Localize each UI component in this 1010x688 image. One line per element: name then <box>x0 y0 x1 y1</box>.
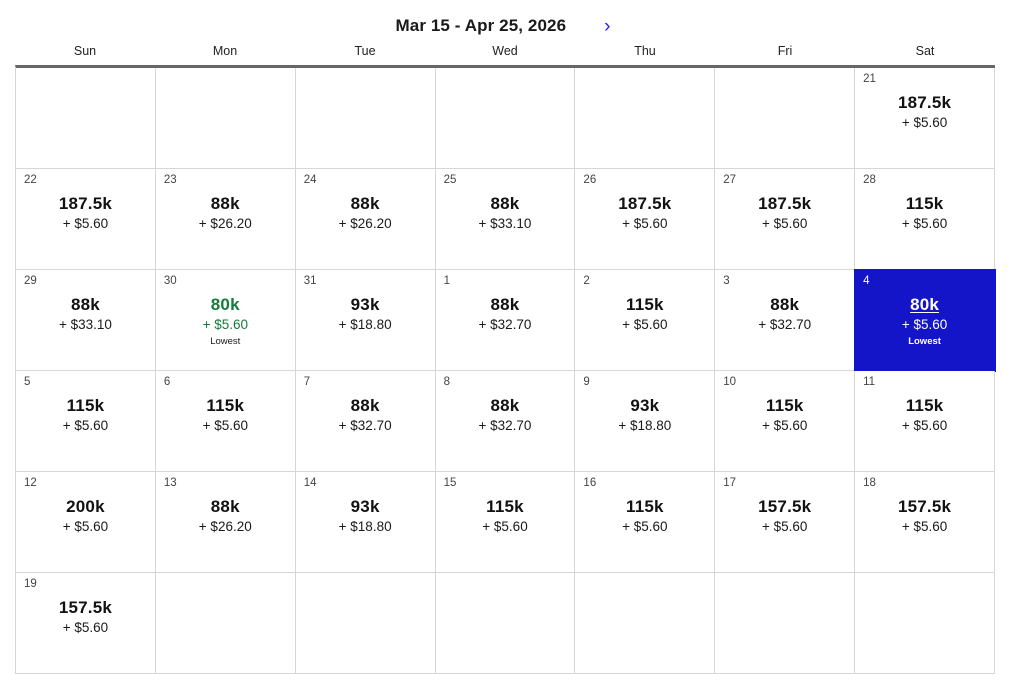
calendar-day-cell[interactable] <box>156 270 296 371</box>
fare-price: 93k <box>350 496 380 516</box>
calendar-cell-empty <box>296 68 436 169</box>
day-number: 12 <box>24 477 37 489</box>
calendar-cell-empty <box>855 573 995 674</box>
fare-info <box>444 395 567 437</box>
day-number: 15 <box>443 477 457 489</box>
day-number: 30 <box>163 275 177 287</box>
lowest-fare-badge: Lowest <box>908 336 941 348</box>
fare-info <box>444 496 567 538</box>
fare-fee: + $18.80 <box>338 316 392 332</box>
fare-price: 157.5k <box>58 597 113 617</box>
fare-fee: + $32.70 <box>478 316 532 332</box>
calendar-day-cell[interactable] <box>855 270 995 371</box>
weekday-wed: Wed <box>492 44 518 58</box>
fare-fee: + $26.20 <box>198 215 252 231</box>
fare-info <box>24 193 147 235</box>
fare-price: 88k <box>350 193 380 213</box>
fare-price: 157.5k <box>758 496 812 516</box>
fare-fee: + $5.60 <box>482 518 528 534</box>
day-number: 26 <box>583 174 597 186</box>
fare-price: 115k <box>905 193 944 213</box>
fare-fee: + $18.80 <box>338 518 392 534</box>
fare-info <box>583 294 706 336</box>
calendar-day-cell[interactable] <box>436 169 576 270</box>
day-number: 29 <box>24 275 37 287</box>
fare-price: 115k <box>765 395 804 415</box>
fare-fee: + $33.10 <box>478 215 532 231</box>
calendar-day-cell[interactable] <box>156 472 296 573</box>
fare-info <box>164 395 287 437</box>
fare-price: 88k <box>490 395 520 415</box>
fare-price: 88k <box>210 496 240 516</box>
calendar-day-cell[interactable] <box>715 371 855 472</box>
lowest-fare-badge: Lowest <box>210 336 241 348</box>
fare-info <box>863 496 986 538</box>
calendar-cell-empty <box>575 573 715 674</box>
calendar-day-cell[interactable] <box>16 371 156 472</box>
fare-fee: + $18.80 <box>618 417 672 433</box>
fare-info <box>24 496 147 538</box>
fare-info <box>304 294 427 336</box>
fare-price: 115k <box>486 496 524 516</box>
fare-fee: + $5.60 <box>202 417 248 433</box>
fare-info <box>583 395 706 437</box>
day-number: 7 <box>303 376 311 388</box>
fare-fee: + $5.60 <box>762 215 808 231</box>
fare-price: 93k <box>350 294 380 314</box>
fare-info <box>24 294 147 336</box>
weekday-mon: Mon <box>212 44 238 58</box>
fare-price: 115k <box>626 496 664 516</box>
calendar-day-cell[interactable] <box>16 270 156 371</box>
fare-info <box>863 395 986 437</box>
fare-info <box>304 193 427 235</box>
fare-fee: + $5.60 <box>622 215 668 231</box>
day-number: 16 <box>583 477 597 489</box>
calendar-day-cell[interactable] <box>575 270 715 371</box>
fare-fee: + $5.60 <box>762 518 808 534</box>
weekday-tue: Tue <box>354 44 376 58</box>
fare-info <box>304 496 427 538</box>
calendar-day-cell[interactable] <box>575 472 715 573</box>
fare-price: 187.5k <box>58 193 113 213</box>
calendar-cell-empty <box>156 68 296 169</box>
fare-price: 200k <box>66 496 105 516</box>
fare-price: 115k <box>626 294 664 314</box>
fare-fee: + $5.60 <box>62 619 109 635</box>
day-number: 6 <box>163 376 171 388</box>
day-number: 14 <box>303 477 317 489</box>
day-number: 5 <box>24 376 31 388</box>
fare-price: 80k <box>210 294 240 314</box>
fare-info <box>444 193 567 235</box>
fare-price: 115k <box>905 395 944 415</box>
fare-info <box>24 597 147 639</box>
fare-fee: + $5.60 <box>202 316 248 332</box>
calendar-day-cell[interactable] <box>855 68 995 169</box>
weekday-header-row <box>15 44 995 65</box>
fare-info <box>164 193 287 235</box>
day-number: 31 <box>303 275 317 287</box>
day-number: 23 <box>163 174 177 186</box>
fare-price: 88k <box>70 294 100 314</box>
fare-price: 88k <box>350 395 380 415</box>
fare-fee: + $26.20 <box>198 518 252 534</box>
day-number: 24 <box>303 174 317 186</box>
calendar-cell-empty <box>436 573 576 674</box>
fare-price: 88k <box>770 294 800 314</box>
fare-fee: + $5.60 <box>901 518 948 534</box>
calendar-header <box>0 0 1010 44</box>
calendar-day-cell[interactable] <box>436 472 576 573</box>
day-number: 22 <box>24 174 37 186</box>
calendar-cell-empty <box>715 573 855 674</box>
calendar-day-cell[interactable] <box>296 270 436 371</box>
day-number: 19 <box>24 578 37 590</box>
calendar-day-cell[interactable] <box>715 270 855 371</box>
day-number: 8 <box>443 376 450 388</box>
weekday-sun: Sun <box>73 44 97 58</box>
fare-info <box>723 193 846 235</box>
calendar-day-cell[interactable] <box>575 169 715 270</box>
calendar-day-cell[interactable] <box>715 169 855 270</box>
fare-fee: + $5.60 <box>901 215 948 231</box>
fare-price: 80k <box>910 294 940 314</box>
day-number: 21 <box>863 73 876 85</box>
fare-fee: + $5.60 <box>901 316 948 332</box>
fare-price: 115k <box>206 395 245 415</box>
fare-price: 157.5k <box>897 496 952 516</box>
fare-fee: + $5.60 <box>62 518 109 534</box>
fare-info <box>444 294 567 336</box>
fare-price: 187.5k <box>897 92 952 112</box>
day-number: 18 <box>863 477 876 489</box>
fare-info <box>723 496 846 538</box>
weekday-fri: Fri <box>777 44 793 58</box>
calendar-day-cell[interactable] <box>855 371 995 472</box>
fare-price: 115k <box>66 395 105 415</box>
fare-fee: + $5.60 <box>622 316 668 332</box>
day-number: 25 <box>443 174 457 186</box>
fare-info <box>583 193 706 235</box>
calendar-day-cell[interactable] <box>156 371 296 472</box>
fare-price: 93k <box>630 395 660 415</box>
day-number: 4 <box>863 275 870 287</box>
fare-price: 88k <box>490 294 520 314</box>
fare-fee: + $32.70 <box>478 417 532 433</box>
calendar-day-cell[interactable] <box>575 371 715 472</box>
fare-info <box>304 395 427 437</box>
fare-fee: + $32.70 <box>338 417 392 433</box>
fare-info <box>164 294 287 350</box>
calendar-cell-empty <box>575 68 715 169</box>
fare-info <box>863 294 986 350</box>
calendar-day-cell[interactable] <box>16 573 156 674</box>
calendar-cell-empty <box>436 68 576 169</box>
fare-fee: + $32.70 <box>758 316 812 332</box>
date-range-title: Mar 15 - Apr 25, 2026 <box>395 16 567 35</box>
fare-info <box>24 395 147 437</box>
calendar-day-cell[interactable] <box>436 270 576 371</box>
next-month-button[interactable]: › <box>600 17 614 36</box>
calendar-day-cell[interactable] <box>855 169 995 270</box>
fare-price: 88k <box>210 193 240 213</box>
day-number: 10 <box>723 376 737 388</box>
fare-fee: + $26.20 <box>338 215 392 231</box>
fare-info <box>863 92 986 134</box>
fare-fee: + $5.60 <box>62 215 109 231</box>
day-number: 11 <box>863 376 876 388</box>
day-number: 28 <box>863 174 876 186</box>
fare-fee: + $5.60 <box>762 417 808 433</box>
fare-price: 187.5k <box>618 193 672 213</box>
calendar-day-cell[interactable] <box>16 472 156 573</box>
fare-price: 88k <box>490 193 520 213</box>
calendar-day-cell[interactable] <box>436 371 576 472</box>
weekday-sat: Sat <box>915 44 935 58</box>
fare-fee: + $5.60 <box>901 417 948 433</box>
day-number: 1 <box>443 275 450 287</box>
calendar-day-cell[interactable] <box>855 472 995 573</box>
day-number: 9 <box>583 376 590 388</box>
calendar-cell-empty <box>715 68 855 169</box>
calendar-cell-empty <box>156 573 296 674</box>
fare-fee: + $5.60 <box>62 417 109 433</box>
calendar-day-cell[interactable] <box>296 371 436 472</box>
fare-fee: + $5.60 <box>901 114 948 130</box>
calendar-day-cell[interactable] <box>16 169 156 270</box>
calendar-day-cell[interactable] <box>715 472 855 573</box>
fare-fee: + $33.10 <box>58 316 112 332</box>
day-number: 3 <box>723 275 730 287</box>
calendar-day-cell[interactable] <box>296 169 436 270</box>
calendar-day-cell[interactable] <box>156 169 296 270</box>
calendar-day-cell[interactable] <box>296 472 436 573</box>
day-number: 13 <box>163 477 177 489</box>
fare-info <box>583 496 706 538</box>
fare-info <box>164 496 287 538</box>
fare-fee: + $5.60 <box>622 518 668 534</box>
calendar-grid <box>15 65 995 674</box>
day-number: 2 <box>583 275 590 287</box>
fare-info <box>863 193 986 235</box>
fare-price: 187.5k <box>758 193 812 213</box>
day-number: 27 <box>723 174 737 186</box>
fare-info <box>723 294 846 336</box>
day-number: 17 <box>723 477 737 489</box>
calendar-cell-empty <box>296 573 436 674</box>
fare-info <box>723 395 846 437</box>
weekday-thu: Thu <box>634 44 656 58</box>
calendar-cell-empty <box>16 68 156 169</box>
